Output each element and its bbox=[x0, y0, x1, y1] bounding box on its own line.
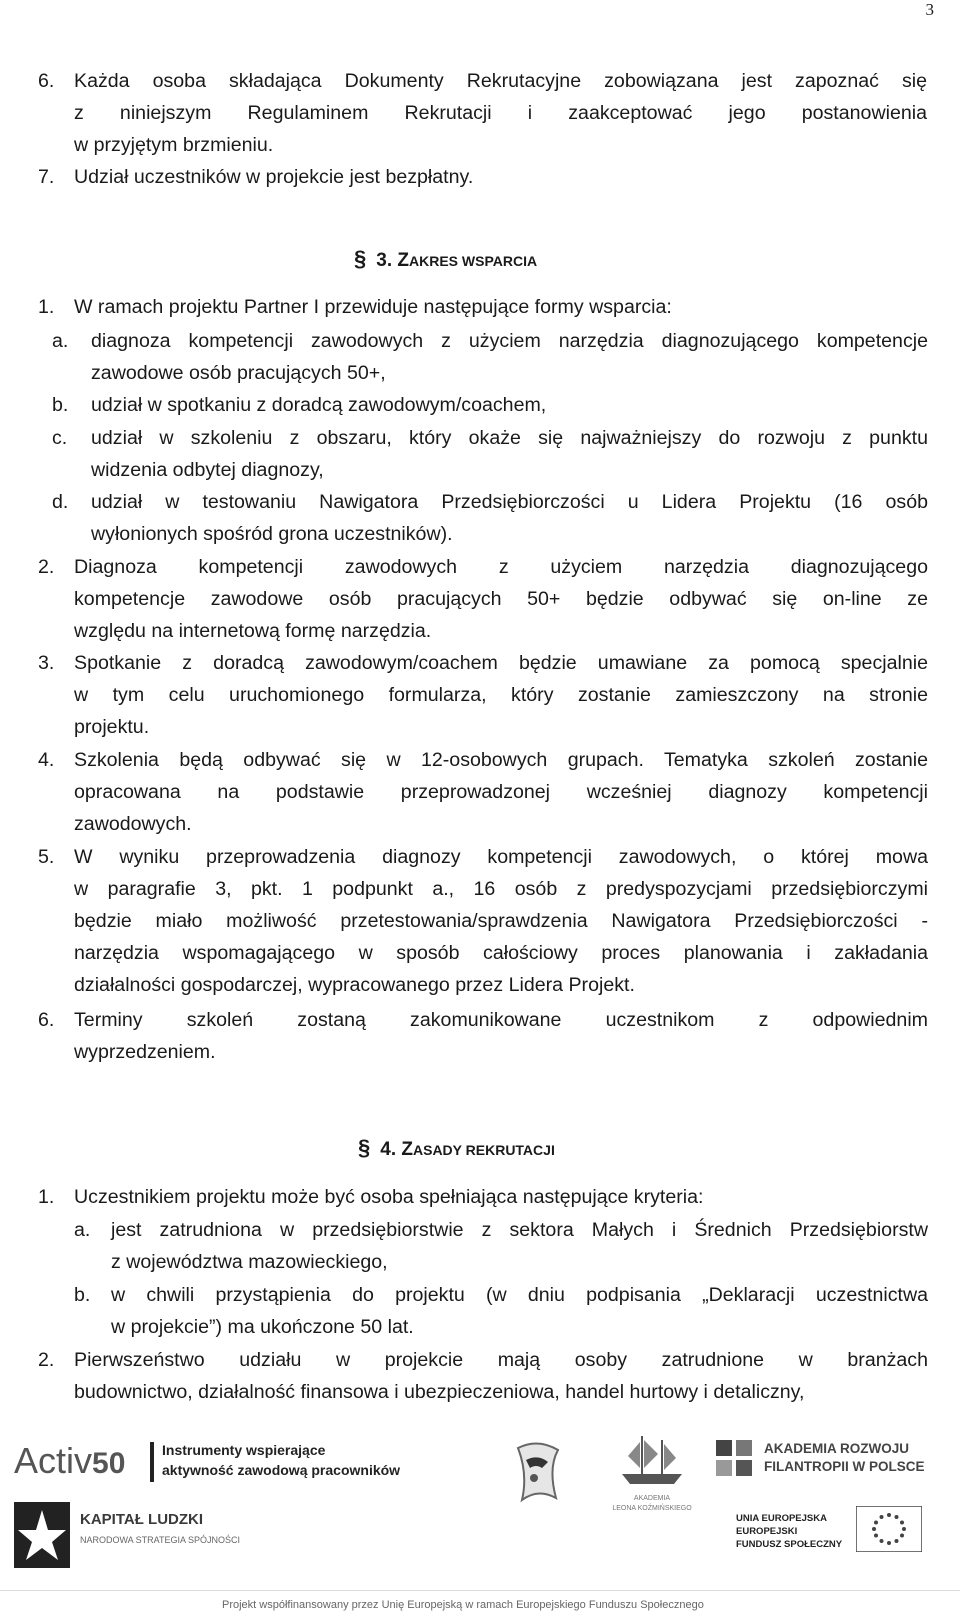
section-title-cap: Z bbox=[401, 1139, 413, 1160]
list-text: Udział uczestników w projekcie jest bezpłatny. bbox=[74, 166, 474, 188]
list-text: Uczestnikiem projektu może być osoba spełniająca następujące kryteria: bbox=[74, 1186, 704, 1208]
logo-text-line: FUNDUSZ SPOŁECZNY bbox=[736, 1539, 843, 1550]
logo-text-line: AKADEMIA ROZWOJU bbox=[764, 1441, 909, 1456]
list-text: W ramach projektu Partner I przewiduje następujące formy wsparcia: bbox=[74, 296, 672, 318]
list-marker: 4. bbox=[38, 749, 55, 771]
list-text: Terminy szkoleń zostaną zakomunikowane uczestnikom z odpowiednim bbox=[74, 1009, 928, 1031]
logo-text-line: NARODOWA STRATEGIA SPÓJNOŚCI bbox=[80, 1535, 241, 1545]
list-text: zawodowe osób pracujących 50+, bbox=[91, 362, 386, 384]
list-text: projektu. bbox=[74, 716, 150, 738]
tagline-line: aktywność zawodową pracowników bbox=[162, 1462, 401, 1478]
list-text: udział w szkoleniu z obszaru, który okaże się najważniejszy do rozwoju z punktu bbox=[91, 427, 928, 449]
list-text: Spotkanie z doradcą zawodowym/coachem będzie umawiane za pomocą specjalnie bbox=[74, 652, 928, 674]
activ50-logo bbox=[14, 1440, 125, 1482]
activ-logo-number: 50 bbox=[92, 1447, 126, 1480]
eu-flag-icon bbox=[856, 1506, 922, 1552]
list-marker: 6. bbox=[38, 1009, 55, 1031]
funding-note: Projekt współfinansowany przez Unię Europejską w ramach Europejskiego Funduszu Społecznego bbox=[222, 1599, 704, 1611]
list-text: w paragrafie 3, pkt. 1 podpunkt a., 16 osób z predyspozycjami przedsiębiorczymi bbox=[74, 878, 928, 900]
logo-text-line: FILANTROPII W POLSCE bbox=[764, 1459, 925, 1474]
list-marker: 2. bbox=[38, 556, 55, 578]
footer-divider bbox=[0, 1590, 960, 1591]
list-text: wyłonionych spośród grona uczestników). bbox=[91, 523, 453, 545]
section-title-cap: Z bbox=[397, 250, 409, 271]
list-marker: c. bbox=[52, 427, 68, 449]
list-text: z województwa mazowieckiego, bbox=[111, 1251, 388, 1273]
arfp-logo-text bbox=[764, 1440, 925, 1476]
list-text: zawodowych. bbox=[74, 813, 192, 835]
list-text: udział w testowaniu Nawigatora Przedsiębiorczości u Lidera Projektu (16 osób bbox=[91, 491, 928, 513]
list-text-continuation bbox=[74, 134, 273, 156]
list-marker: b. bbox=[74, 1284, 91, 1306]
list-text: z niniejszym Regulaminem Rekrutacji i zaakceptować jego postanowienia bbox=[74, 102, 927, 124]
list-marker: 1. bbox=[38, 296, 55, 318]
list-text: diagnoza kompetencji zawodowych z użyciem narzędzia diagnozującego kompetencje bbox=[91, 330, 928, 352]
list-text: narzędzia wspomagającego w sposób całościowy proces planowania i zakładania bbox=[74, 942, 928, 964]
section-heading bbox=[358, 1137, 555, 1161]
kapital-ludzki-text bbox=[80, 1510, 240, 1550]
activ50-tagline bbox=[162, 1440, 400, 1480]
kapital-ludzki-star-icon bbox=[14, 1502, 70, 1568]
section-title: AKRES WSPARCIA bbox=[409, 253, 538, 269]
list-marker: a. bbox=[52, 330, 69, 352]
logo-text-line: EUROPEJSKI bbox=[736, 1526, 798, 1537]
list-marker: 6. bbox=[38, 70, 55, 92]
caption-line: LEONA KOŹMIŃSKIEGO bbox=[612, 1505, 692, 1512]
list-marker: a. bbox=[74, 1219, 91, 1241]
section-title: ASADY REKRUTACJI bbox=[413, 1142, 555, 1158]
caption-line: AKADEMIA bbox=[633, 1495, 671, 1502]
ue-text bbox=[736, 1512, 842, 1551]
list-text: opracowana na podstawie przeprowadzonej wcześniej diagnozy kompetencji bbox=[74, 781, 928, 803]
kozminski-caption bbox=[604, 1494, 700, 1514]
ship-logo-icon bbox=[612, 1430, 692, 1490]
section-number: 4. bbox=[380, 1139, 397, 1160]
tagline-line: Instrumenty wspierające bbox=[162, 1442, 326, 1458]
list-text: w tym celu uruchomionego formularza, który zostanie zamieszczony na stronie bbox=[74, 684, 928, 706]
section-number: 3. bbox=[376, 250, 393, 271]
list-marker: 3. bbox=[38, 652, 55, 674]
section-symbol: § bbox=[354, 246, 367, 271]
list-marker: b. bbox=[52, 394, 69, 416]
page-number: 3 bbox=[925, 0, 934, 19]
list-text: udział w spotkaniu z doradcą zawodowym/coachem, bbox=[91, 394, 547, 416]
list-text: jest zatrudniona w przedsiębiorstwie z sektora Małych i Średnich Przedsiębiorstw bbox=[111, 1219, 928, 1241]
bird-emblem-icon bbox=[508, 1438, 568, 1508]
list-text: w przyjętym brzmieniu. bbox=[74, 134, 274, 156]
list-marker: 7. bbox=[38, 166, 55, 188]
list-text: w projekcie”) ma ukończone 50 lat. bbox=[111, 1316, 414, 1338]
list-text: będzie miało możliwość przetestowania/sprawdzenia Nawigatora Przedsiębiorczości - bbox=[74, 910, 928, 932]
list-text: budownictwo, działalność finansowa i ubezpieczeniowa, handel hurtowy i detaliczny, bbox=[74, 1381, 805, 1403]
list-marker: 1. bbox=[38, 1186, 55, 1208]
list-marker: 2. bbox=[38, 1349, 55, 1371]
list-text: wyprzedzeniem. bbox=[74, 1041, 216, 1063]
list-text: Pierwszeństwo udziału w projekcie mają osoby zatrudnione w branżach bbox=[74, 1349, 928, 1371]
activ-logo-text: Activ bbox=[14, 1440, 93, 1481]
list-text: widzenia odbytej diagnozy, bbox=[91, 459, 324, 481]
list-text: działalności gospodarczej, wypracowanego przez Lidera Projekt. bbox=[74, 974, 635, 996]
logo-text-line: KAPITAŁ LUDZKI bbox=[80, 1511, 204, 1528]
list-marker: 5. bbox=[38, 846, 55, 868]
list-text: Każda osoba składająca Dokumenty Rekrutacyjne zobowiązana jest zapoznać się bbox=[74, 70, 927, 92]
list-marker: d. bbox=[52, 491, 69, 513]
arfp-logo-icon bbox=[716, 1440, 756, 1480]
list-text: względu na internetową formę narzędzia. bbox=[74, 620, 432, 642]
footer-logos bbox=[0, 1420, 960, 1616]
logo-text-line: UNIA EUROPEJSKA bbox=[736, 1513, 827, 1524]
section-symbol: § bbox=[358, 1135, 371, 1160]
section-heading bbox=[354, 248, 537, 272]
list-text: W wyniku przeprowadzenia diagnozy kompetencji zawodowych, o której mowa bbox=[74, 846, 928, 868]
list-text: w chwili przystąpienia do projektu (w dniu podpisania „Deklaracji uczestnictwa bbox=[111, 1284, 928, 1306]
divider bbox=[150, 1442, 154, 1482]
list-text: Diagnoza kompetencji zawodowych z użyciem narzędzia diagnozującego bbox=[74, 556, 928, 578]
list-text: Szkolenia będą odbywać się w 12-osobowych grupach. Tematyka szkoleń zostanie bbox=[74, 749, 928, 771]
list-text: kompetencje zawodowe osób pracujących 50+ będzie odbywać się on-line ze bbox=[74, 588, 928, 610]
